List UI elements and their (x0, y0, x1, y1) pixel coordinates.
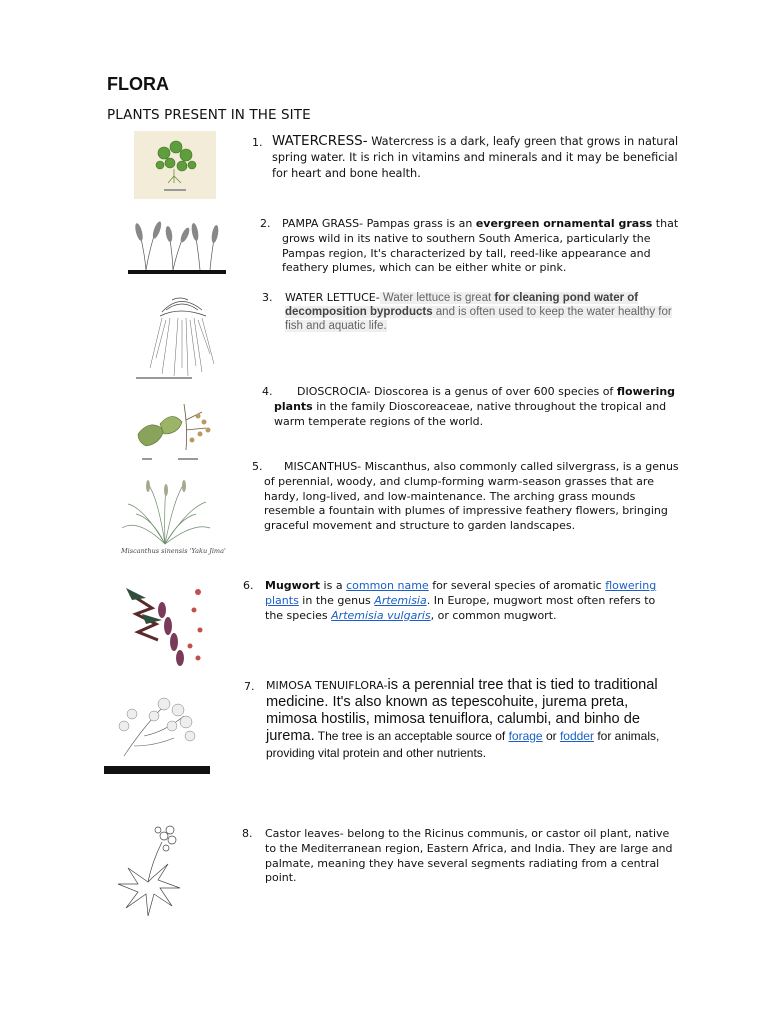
plant-description: in the genus (298, 593, 375, 607)
forage-link[interactable]: forage (508, 729, 543, 743)
page-title: FLORA (107, 74, 169, 94)
plant-description: belong to the Ricinus communis, or castor oil plant, native to the Mediterranean region, Eastern Africa, and India. They are large and palmate, meaning they have several segments radiating from a central point. (265, 827, 673, 885)
plant-description-bold: for cleaning pond water of decomposition byproducts (285, 292, 639, 318)
plant-description: is a (320, 579, 347, 592)
list-number: 6. (243, 579, 254, 592)
miscanthus-caption: Miscanthus sinensis 'Yaku Jima' (121, 547, 226, 555)
list-number: 1. (252, 136, 263, 149)
plant-name: Mugwort (265, 579, 321, 592)
plant-description-bold: flowering plants (274, 385, 676, 413)
plant-description: The tree is an acceptable source of (314, 729, 509, 743)
watercress-illustration (134, 131, 216, 199)
common-name-link[interactable]: common name (346, 579, 429, 592)
plant-description: in the family Dioscoreaceae, native throughout the tropical and warm temperate regions of the world. (274, 399, 667, 428)
list-item-pampa-grass (260, 217, 680, 276)
plant-description: that grows wild in its native to southern South America, particularly the Pampas region, It's characterized by tall, reed-like appearance and feathery plumes, which can be either white or pink. (282, 217, 679, 275)
plant-description: Miscanthus, also commonly called silvergrass, is a genus of perennial, woody, and clump-forming warm-season grasses that are hardy, long-lived, and low-maintenance. The arching grass mounds resemble a fountain with plumes of impressive feathery flowers, bringing graceful movement and structure to garden landscapes. (264, 460, 679, 533)
list-number: 3. (262, 291, 273, 304)
list-item-mimosa (244, 677, 674, 762)
castor-illustration (108, 822, 202, 920)
list-number: 7. (244, 680, 255, 693)
plant-name: WATERCRESS- (272, 133, 368, 149)
plant-name: WATER LETTUCE- (285, 291, 380, 304)
plant-description: and is often used to keep the water healthy for fish and aquatic life. (285, 306, 672, 332)
plant-name: DIOSCROCIA- (297, 385, 371, 398)
list-number: 2. (260, 217, 271, 230)
flowering-plants-link[interactable]: flowering plants (265, 579, 657, 607)
list-item-watercress (252, 133, 682, 182)
plant-description: or (542, 729, 560, 743)
list-item-mugwort (243, 579, 673, 623)
water-lettuce-illustration (132, 288, 230, 384)
pampa-grass-illustration (128, 218, 226, 274)
list-number: 5. (252, 460, 263, 473)
list-item-water-lettuce (262, 291, 672, 333)
plant-description: for animals, providing vital protein and other nutrients. (266, 729, 660, 760)
dioscorea-illustration (134, 400, 218, 464)
plant-description: . In Europe, mugwort most often refers to the species (265, 593, 656, 622)
page-subtitle: PLANTS PRESENT IN THE SITE (107, 107, 311, 123)
plant-name: Castor leaves- (265, 827, 344, 840)
plant-description: Water lettuce is great (379, 292, 495, 304)
artemisia-link[interactable]: Artemisia (374, 593, 427, 607)
mugwort-illustration (122, 580, 208, 670)
plant-description: Pampas grass is an (363, 217, 476, 230)
list-number: 8. (242, 827, 253, 840)
plant-name: PAMPA GRASS- (282, 217, 364, 230)
fodder-link[interactable]: fodder (559, 729, 594, 743)
list-item-castor (242, 827, 682, 886)
mimosa-illustration (104, 686, 210, 774)
plant-description-large: is a perennial tree that is tied to traditional medicine. It's also known as tepescohuite, jurema preta, mimosa hostilis, mimosa tenuiflora, calumbi, and binho de jurema. (266, 677, 658, 744)
list-item-dioscorea (262, 385, 682, 429)
plant-description: Watercress is a dark, leafy green that grows in natural spring water. It is rich in vitamins and minerals and it may be beneficial for heart and bone health. (272, 135, 679, 180)
plant-name: MIMOSA TENUIFLORA- (266, 679, 388, 692)
list-number: 4. (262, 385, 273, 398)
plant-name: MISCANTHUS- (284, 460, 362, 473)
plant-description-bold: evergreen ornamental grass (475, 217, 653, 230)
plant-description: Dioscorea is a genus of over 600 species of (370, 385, 617, 398)
plant-description: for several species of aromatic (428, 579, 606, 592)
artemisia-vulgaris-link[interactable]: Artemisia vulgaris (331, 608, 431, 622)
plant-description: , or common mugwort. (430, 608, 557, 622)
list-item-miscanthus (252, 460, 682, 534)
